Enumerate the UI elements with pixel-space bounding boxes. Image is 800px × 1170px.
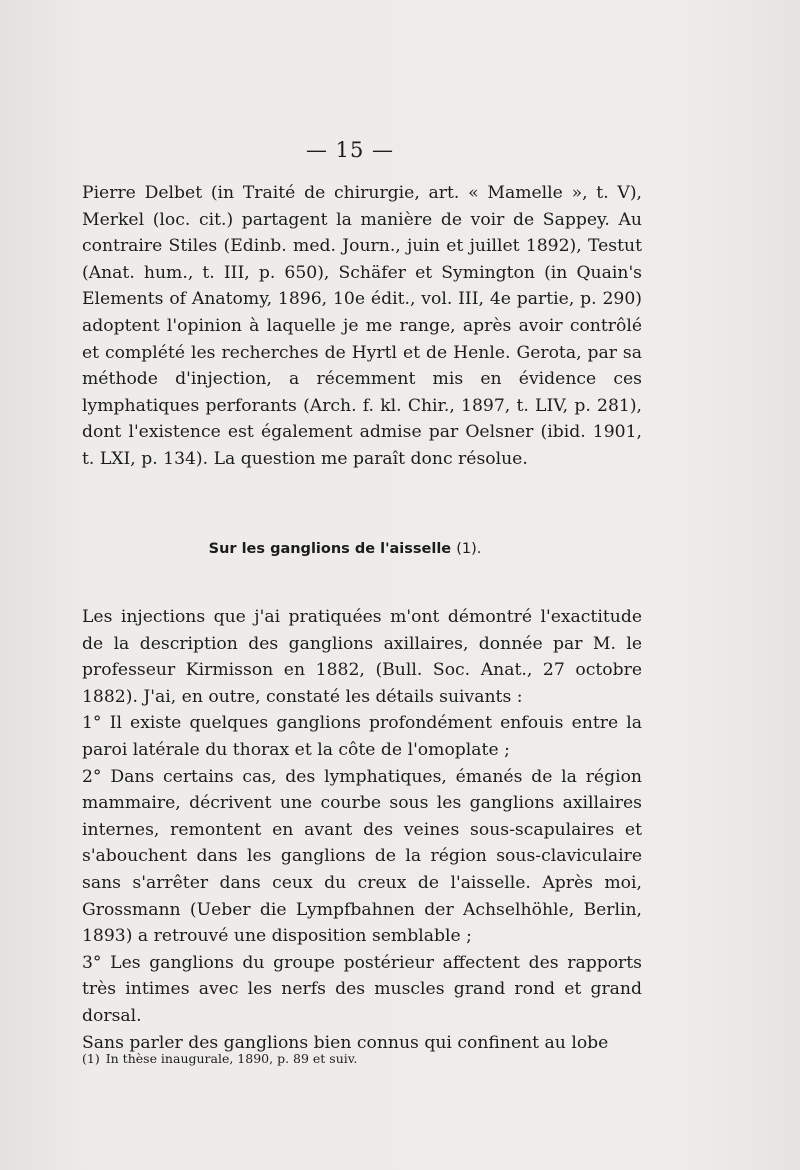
list-item-1: 1° Il existe quelques ganglions profondément enfouis entre la paroi latérale du thorax et la côte de l'omoplate ; <box>82 713 642 760</box>
footnote <box>82 1051 642 1066</box>
footnote-text: In thèse inaugurale, 1890, p. 89 et suiv. <box>105 1051 358 1066</box>
opening-paragraph <box>82 180 642 473</box>
paragraph: Sans parler des ganglions bien connus qui confinent au lobe <box>82 1032 609 1053</box>
page-number: — 15 — <box>305 138 395 162</box>
footnote-mark: (1) <box>82 1051 100 1066</box>
list-item-2: 2° Dans certains cas, des lymphatiques, émanés de la région mammaire, décrivent une courbe sous les ganglions axillaires internes, remontent en avant des veines sous-scapulaires et s'abouchent dans les ganglions de la région sous-claviculaire sans s'arrêter dans ceux du creux de l'aisselle. Après moi, Grossmann (Ueber die Lympfbahnen der Achselhöhle, Berlin, 1893) a retrouvé une disposition semblable ; <box>82 766 642 947</box>
section-heading <box>0 541 690 557</box>
footnote-reference: (1). <box>456 541 482 557</box>
section-body <box>82 604 642 1056</box>
list-item-3: 3° Les ganglions du groupe postérieur affectent des rapports très intimes avec les nerfs des muscles grand rond et grand dorsal. <box>82 952 642 1026</box>
paragraph: Les injections que j'ai pratiquées m'ont démontré l'exactitude de la description des ganglions axillaires, donnée par M. le professeur Kirmisson en 1882, (Bull. Soc. Anat., 27 octobre 1882). J'ai, en outre, constaté les détails suivants : <box>82 607 642 707</box>
section-heading-text: Sur les ganglions de l'aisselle <box>208 541 452 557</box>
paragraph: Pierre Delbet (in Traité de chirurgie, art. « Mamelle », t. V), Merkel (loc. cit.) partagent la manière de voir de Sappey. Au contraire Stiles (Edinb. med. Journ., juin et juillet 1892), Testut (Anat. hum., t. III, p. 650), Schäfer et Symington (in Quain's Elements of Anatomy, 1896, 10e édit., vol. III, 4e partie, p. 290) adoptent l'opinion à laquelle je me range, après avoir contrôlé et complété les recherches de Hyrtl et de Henle. Gerota, par sa méthode d'injection, a récemment mis en évidence ces lymphatiques perforants (Arch. f. kl. Chir., 1897, t. LIV, p. 281), dont l'existence est également admise par Oelsner (ibid. 1901, t. LXI, p. 134). La question me paraît donc résolue. <box>82 183 642 469</box>
